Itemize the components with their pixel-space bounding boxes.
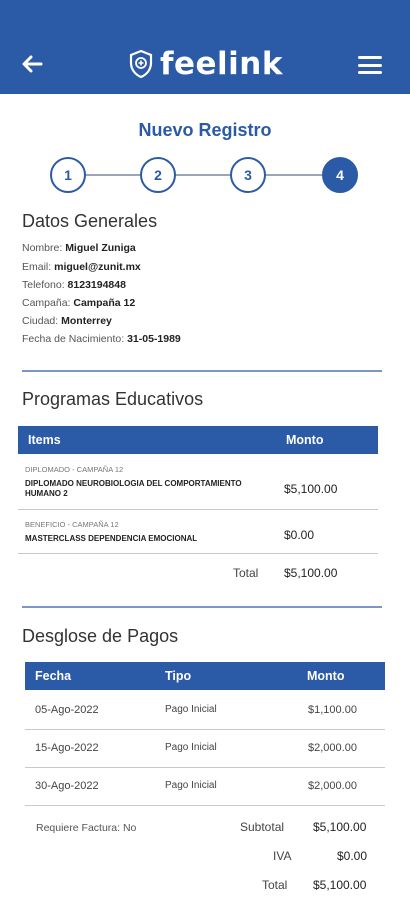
arrow-left-icon bbox=[21, 54, 43, 74]
pago-fecha: 15-Ago-2022 bbox=[35, 742, 99, 754]
pago-monto: $2,000.00 bbox=[308, 780, 357, 792]
step-3[interactable]: 3 bbox=[230, 157, 266, 193]
hamburger-menu-icon bbox=[358, 56, 382, 59]
info-nombre: Nombre: Miguel Zuniga bbox=[22, 242, 136, 254]
pago-tipo: Pago Inicial bbox=[165, 704, 217, 715]
page-title: Nuevo Registro bbox=[138, 120, 272, 140]
brand-logo bbox=[128, 42, 283, 86]
step-2[interactable]: 2 bbox=[140, 157, 176, 193]
pago-fecha: 05-Ago-2022 bbox=[35, 704, 99, 716]
pagos-table-header bbox=[25, 662, 385, 690]
pago-row bbox=[25, 692, 385, 730]
info-ciudad: Ciudad: Monterrey bbox=[22, 315, 112, 327]
programa-amount: $0.00 bbox=[284, 528, 315, 542]
programa-row bbox=[18, 510, 378, 554]
datos-generales-title: Datos Generales bbox=[22, 211, 158, 231]
step-1[interactable]: 1 bbox=[50, 157, 86, 193]
iva-value: $0.00 bbox=[337, 849, 368, 863]
programa-name: DIPLOMADO NEUROBIOLOGIA DEL COMPORTAMIENTO HUMANO 2 bbox=[25, 479, 242, 498]
programa-name: MASTERCLASS DEPENDENCIA EMOCIONAL bbox=[25, 534, 198, 543]
pago-monto: $2,000.00 bbox=[308, 742, 357, 754]
info-email: Email: miguel@zunit.mx bbox=[22, 261, 141, 273]
col-tipo: Tipo bbox=[165, 669, 192, 683]
app-header bbox=[0, 0, 410, 94]
programa-category: BENEFICIO - CAMPAÑA 12 bbox=[25, 520, 119, 529]
step-4-active[interactable]: 4 bbox=[322, 157, 358, 193]
info-fecha-nacimiento: Fecha de Nacimiento: 31-05-1989 bbox=[22, 333, 181, 345]
pagos-total-label: Total bbox=[262, 878, 288, 892]
col-monto: Monto bbox=[286, 433, 324, 447]
programa-row bbox=[18, 456, 378, 510]
programas-total-value: $5,100.00 bbox=[284, 566, 338, 580]
programas-table-header bbox=[18, 426, 378, 454]
info-campana: Campaña: Campaña 12 bbox=[22, 297, 136, 309]
step-connector bbox=[86, 174, 140, 176]
requiere-factura: Requiere Factura: No bbox=[36, 822, 137, 834]
step-connector bbox=[266, 174, 322, 176]
back-button[interactable] bbox=[18, 50, 46, 78]
pago-fecha: 30-Ago-2022 bbox=[35, 780, 99, 792]
section-divider bbox=[22, 606, 382, 608]
pago-monto: $1,100.00 bbox=[308, 704, 357, 716]
info-telefono: Telefono: 8123194848 bbox=[22, 279, 126, 291]
iva-label: IVA bbox=[273, 849, 292, 863]
subtotal-value: $5,100.00 bbox=[313, 820, 367, 834]
pagos-total-value: $5,100.00 bbox=[313, 878, 367, 892]
programa-category: DIPLOMADO - CAMPAÑA 12 bbox=[25, 465, 124, 474]
programas-title: Programas Educativos bbox=[22, 389, 204, 409]
programa-amount: $5,100.00 bbox=[284, 482, 338, 496]
stepper bbox=[50, 157, 358, 193]
pago-tipo: Pago Inicial bbox=[165, 742, 217, 753]
desglose-title: Desglose de Pagos bbox=[22, 626, 179, 646]
step-connector bbox=[176, 174, 230, 176]
pago-tipo: Pago Inicial bbox=[165, 780, 217, 791]
menu-button[interactable] bbox=[356, 52, 384, 78]
brand-name: feelink bbox=[160, 46, 283, 82]
section-divider bbox=[22, 370, 382, 372]
pago-row bbox=[25, 730, 385, 768]
programas-total-label: Total bbox=[233, 566, 259, 580]
col-monto: Monto bbox=[307, 669, 345, 683]
col-items: Items bbox=[28, 433, 61, 447]
subtotal-label: Subtotal bbox=[240, 820, 285, 834]
col-fecha: Fecha bbox=[35, 669, 72, 683]
pago-row bbox=[25, 768, 385, 806]
shield-logo-icon bbox=[128, 49, 154, 79]
